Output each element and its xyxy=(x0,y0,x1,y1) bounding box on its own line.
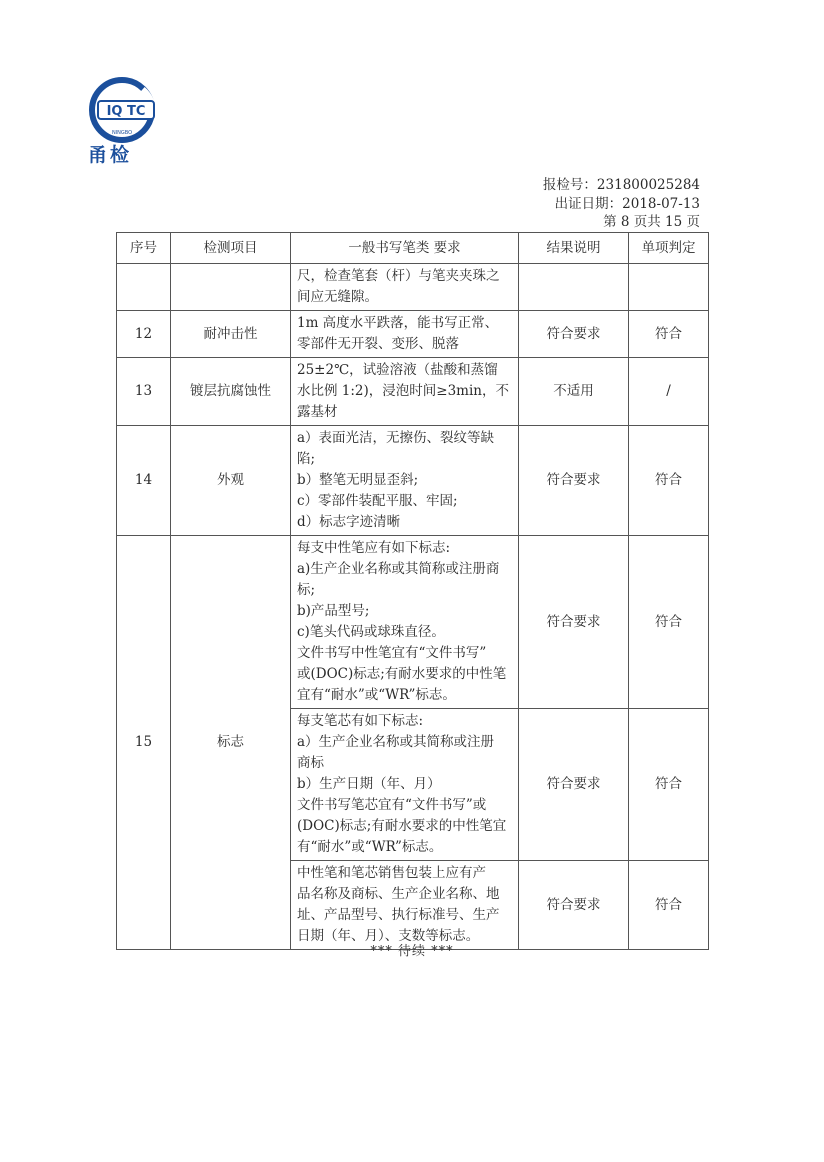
requirement-line: 陷; xyxy=(297,451,316,467)
requirement-cell xyxy=(291,861,519,950)
item-name: 镀层抗腐蚀性 xyxy=(171,358,291,426)
requirement-line: b)产品型号; xyxy=(297,603,370,619)
requirement-line: 每支笔芯有如下标志: xyxy=(297,713,424,729)
requirement-cell xyxy=(291,358,519,426)
result-cell: 符合要求 xyxy=(519,426,629,536)
page-info: 第 8 页共 15 页 xyxy=(603,214,700,230)
verdict-cell xyxy=(629,264,709,311)
table-row xyxy=(117,264,709,311)
table-row xyxy=(117,536,709,709)
requirement-line: c)笔头代码或球珠直径。 xyxy=(297,624,445,640)
requirement-cell xyxy=(291,536,519,709)
table-row xyxy=(117,358,709,426)
table-row xyxy=(117,426,709,536)
requirement-line: a）表面光洁，无擦伤、裂纹等缺 xyxy=(297,430,495,446)
requirement-line: 品名称及商标、生产企业名称、地 xyxy=(297,886,500,902)
table-header-row xyxy=(117,233,709,264)
item-number: 15 xyxy=(117,536,171,950)
result-cell: 符合要求 xyxy=(519,861,629,950)
requirement-line: 或(DOC)标志;有耐水要求的中性笔 xyxy=(297,666,507,682)
requirement-line: c）零部件装配平服、牢固; xyxy=(297,493,458,509)
requirement-line: 文件书写笔芯宜有“文件书写”或 xyxy=(297,797,487,813)
requirement-line: 25±2℃，试验溶液（盐酸和蒸馏 xyxy=(297,362,498,378)
requirement-line: 日期（年、月）、支数等标志。 xyxy=(297,928,480,944)
verdict-cell: 符合 xyxy=(629,311,709,358)
requirement-line: 址、产品型号、执行标准号、生产 xyxy=(297,907,500,923)
requirement-line: 中性笔和笔芯销售包装上应有产 xyxy=(297,865,486,881)
requirement-line: b）整笔无明显歪斜; xyxy=(297,472,419,488)
result-cell: 符合要求 xyxy=(519,311,629,358)
header-requirement: 一般书写笔类 要求 xyxy=(291,233,519,264)
requirement-cell xyxy=(291,264,519,311)
requirement-line: 有“耐水”或“WR”标志。 xyxy=(297,839,443,855)
requirement-line: 宜有“耐水”或“WR”标志。 xyxy=(297,687,456,703)
item-number: 14 xyxy=(117,426,171,536)
requirement-line: (DOC)标志;有耐水要求的中性笔宜 xyxy=(297,818,507,834)
table-row xyxy=(117,311,709,358)
requirement-line: 间应无缝隙。 xyxy=(297,289,378,305)
item-number: 13 xyxy=(117,358,171,426)
item-name xyxy=(171,264,291,311)
result-cell xyxy=(519,264,629,311)
requirement-line: a）生产企业名称或其简称或注册 xyxy=(297,734,495,750)
item-name: 外观 xyxy=(171,426,291,536)
requirement-line: b）生产日期（年、月） xyxy=(297,776,441,792)
requirement-line: 零部件无开裂、变形、脱落 xyxy=(297,336,459,352)
requirement-line: 文件书写中性笔宜有“文件书写” xyxy=(297,645,487,661)
verdict-cell: 符合 xyxy=(629,861,709,950)
item-name: 标志 xyxy=(171,536,291,950)
requirement-cell xyxy=(291,709,519,861)
header-item: 检测项目 xyxy=(171,233,291,264)
continued-note: *** 待续 *** xyxy=(370,944,454,959)
requirement-line: a)生产企业名称或其简称或注册商 xyxy=(297,561,500,577)
header-no: 序号 xyxy=(117,233,171,264)
verdict-cell: 符合 xyxy=(629,709,709,861)
requirement-line: 露基材 xyxy=(297,404,338,420)
requirement-line: 标; xyxy=(297,582,316,598)
svg-text:NINGBO: NINGBO xyxy=(111,130,133,136)
report-number: 报检号：231800025284 xyxy=(542,177,700,193)
inspection-table xyxy=(116,232,709,950)
verdict-cell: 符合 xyxy=(629,536,709,709)
requirement-line: 每支中性笔应有如下标志: xyxy=(297,540,451,556)
header-result: 结果说明 xyxy=(519,233,629,264)
issue-date: 出证日期：2018-07-13 xyxy=(554,196,700,212)
verdict-cell: 符合 xyxy=(629,426,709,536)
result-cell: 不适用 xyxy=(519,358,629,426)
result-cell: 符合要求 xyxy=(519,536,629,709)
logo-text: 甬检 xyxy=(88,144,133,166)
item-number xyxy=(117,264,171,311)
item-number: 12 xyxy=(117,311,171,358)
item-name: 耐冲击性 xyxy=(171,311,291,358)
header-verdict: 单项判定 xyxy=(629,233,709,264)
requirement-line: d）标志字迹清晰 xyxy=(297,514,401,530)
requirement-line: 1m 高度水平跌落，能书写正常、 xyxy=(297,315,499,331)
requirement-line: 商标 xyxy=(297,755,324,771)
requirement-cell xyxy=(291,426,519,536)
verdict-cell: / xyxy=(629,358,709,426)
svg-text:IQ TC: IQ TC xyxy=(106,104,146,119)
requirement-cell xyxy=(291,311,519,358)
requirement-line: 尺，检查笔套（杆）与笔夹夹珠之 xyxy=(297,268,500,284)
requirement-line: 水比例 1:2)，浸泡时间≥3min，不 xyxy=(297,383,509,399)
result-cell: 符合要求 xyxy=(519,709,629,861)
